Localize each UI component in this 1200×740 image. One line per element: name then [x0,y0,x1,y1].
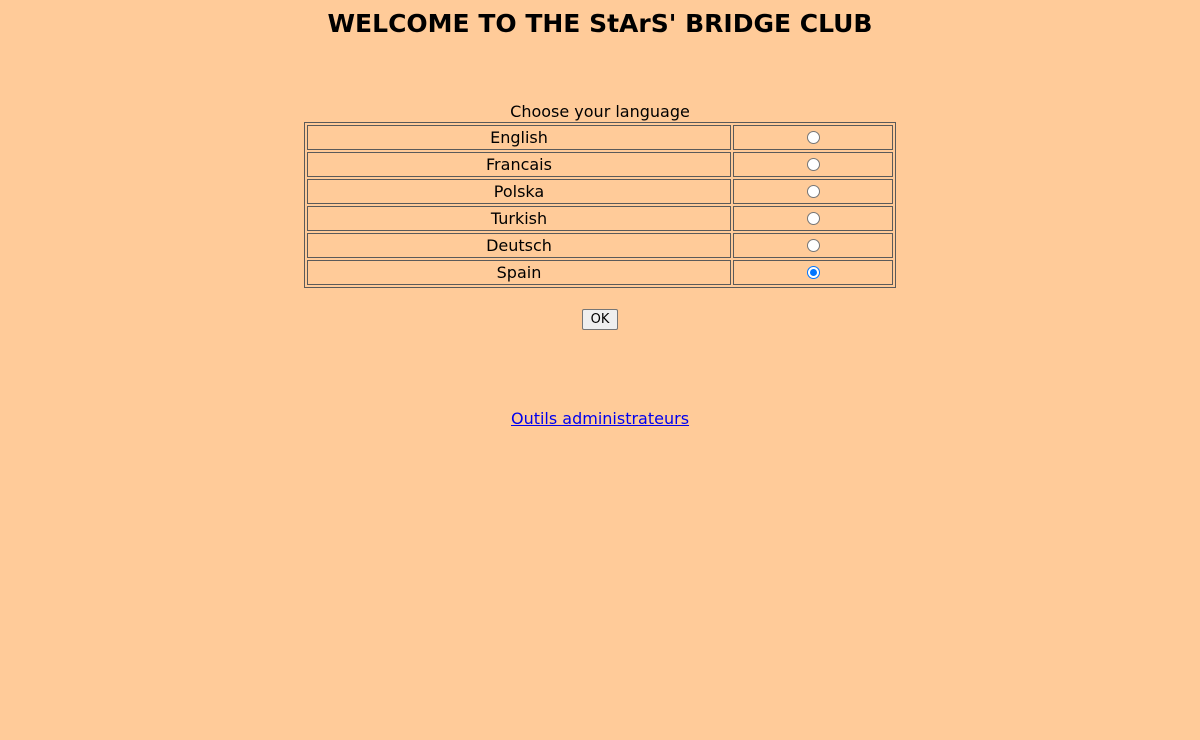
admin-tools-link[interactable]: Outils administrateurs [510,409,690,428]
language-radio-cell-english [733,125,893,150]
language-label-turkish: Turkish [307,206,731,231]
language-radio-cell-francais [733,152,893,177]
language-caption: Choose your language [510,102,690,121]
language-row-english [307,125,893,150]
language-radio-cell-turkish [733,206,893,231]
language-radio-turkish[interactable] [807,212,820,225]
language-row-francais [307,152,893,177]
page-title: WELCOME TO THE StArS' BRIDGE CLUB [327,9,873,38]
language-radio-polska[interactable] [807,185,820,198]
language-label-francais: Francais [307,152,731,177]
language-radio-francais[interactable] [807,158,820,171]
admin-link-container [0,408,1200,430]
language-row-polska [307,179,893,204]
language-row-spain [307,260,893,285]
language-row-turkish [307,206,893,231]
language-radio-deutsch[interactable] [807,239,820,252]
language-label-spain: Spain [307,260,731,285]
language-radio-cell-deutsch [733,233,893,258]
language-label-polska: Polska [307,179,731,204]
language-label-english: English [307,125,731,150]
ok-button[interactable]: OK [582,309,618,330]
language-radio-english[interactable] [807,131,820,144]
language-row-deutsch [307,233,893,258]
language-radio-spain[interactable] [807,266,820,279]
language-radio-cell-spain [733,260,893,285]
language-label-deutsch: Deutsch [307,233,731,258]
language-radio-cell-polska [733,179,893,204]
language-table [304,122,896,288]
